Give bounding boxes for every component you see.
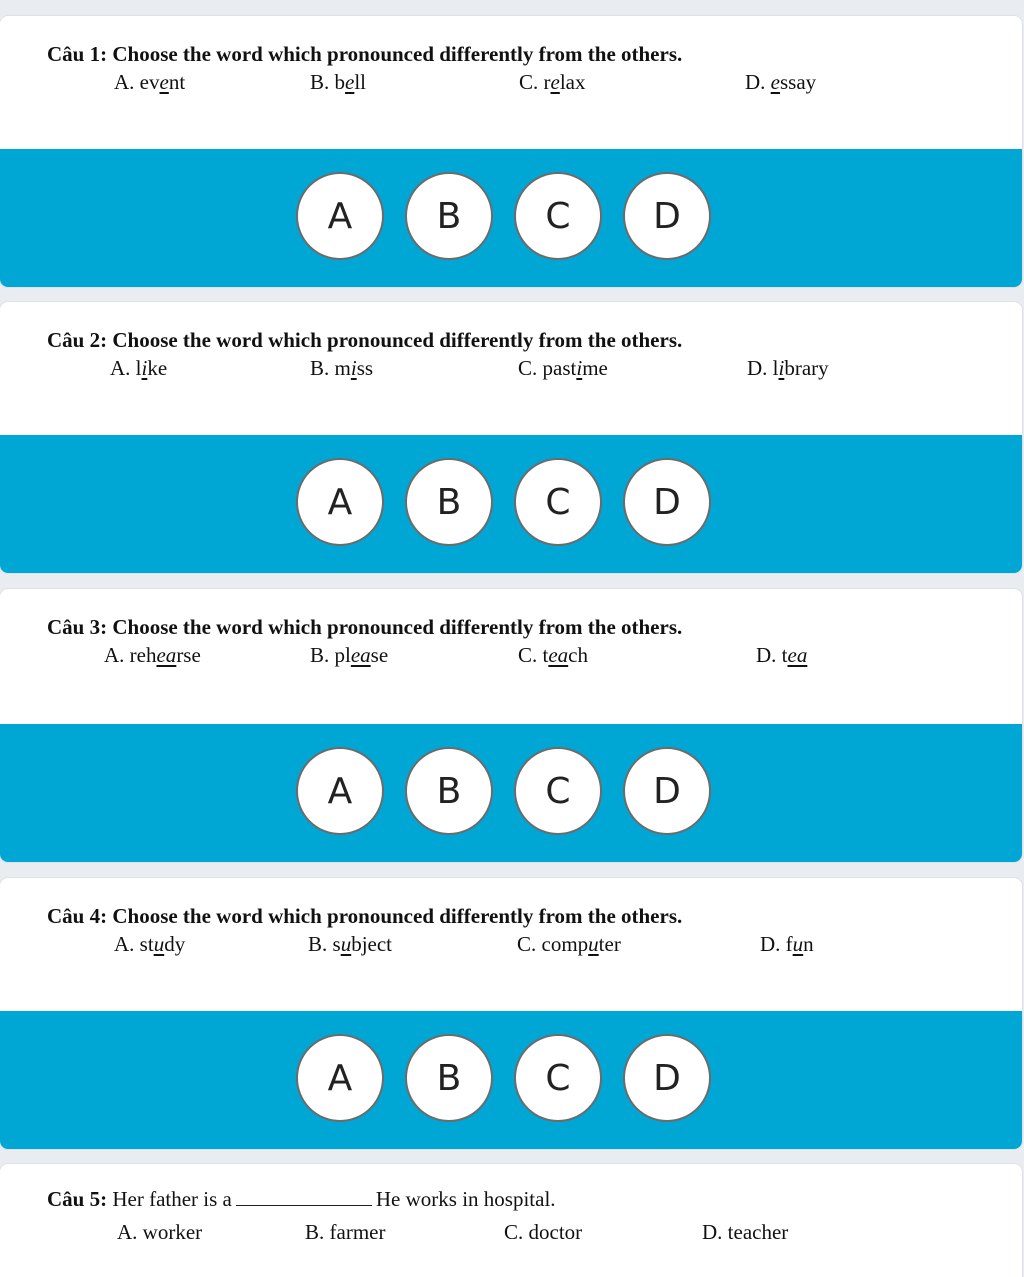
question-title bbox=[47, 42, 682, 67]
option-d: D. tea bbox=[756, 643, 808, 667]
choice-d-button[interactable]: D bbox=[623, 172, 711, 260]
answer-bar bbox=[0, 149, 1022, 287]
option-d: D. library bbox=[747, 356, 829, 380]
option-d: D. fun bbox=[760, 932, 814, 956]
answer-bar bbox=[0, 1011, 1022, 1149]
option-c: C. teach bbox=[518, 643, 588, 667]
option-b: B. miss bbox=[310, 356, 374, 380]
question-label: Câu 2: bbox=[47, 328, 108, 352]
option-a: A. rehearse bbox=[104, 643, 201, 667]
option-c: C. computer bbox=[517, 932, 621, 956]
option-b: B. subject bbox=[308, 932, 392, 956]
option-b: B. bell bbox=[310, 70, 367, 94]
question-text: Choose the word which pronounced differently from the others. bbox=[112, 615, 683, 639]
choice-a-button[interactable]: A bbox=[296, 172, 384, 260]
choice-b-button[interactable]: B bbox=[405, 747, 493, 835]
choice-c-button[interactable]: C bbox=[514, 458, 602, 546]
option-b: B. farmer bbox=[305, 1220, 386, 1244]
choice-c-button[interactable]: C bbox=[514, 747, 602, 835]
answer-blank bbox=[236, 1204, 372, 1206]
question-label: Câu 5: bbox=[47, 1187, 108, 1211]
choice-b-button[interactable]: B bbox=[405, 1034, 493, 1122]
option-d: D. teacher bbox=[702, 1220, 789, 1244]
question-title bbox=[47, 328, 682, 353]
answer-bar bbox=[0, 724, 1022, 862]
choice-b-button[interactable]: B bbox=[405, 172, 493, 260]
question-title bbox=[47, 904, 682, 929]
question-card-2 bbox=[0, 302, 1022, 573]
choice-d-button[interactable]: D bbox=[623, 1034, 711, 1122]
question-title bbox=[47, 615, 682, 640]
question-text: Choose the word which pronounced differently from the others. bbox=[112, 42, 683, 66]
question-card-1 bbox=[0, 16, 1022, 287]
question-text-before: Her father is a bbox=[112, 1187, 232, 1211]
choice-a-button[interactable]: A bbox=[296, 747, 384, 835]
question-label: Câu 3: bbox=[47, 615, 108, 639]
question-card-5 bbox=[0, 1164, 1022, 1277]
question-card-3 bbox=[0, 589, 1022, 862]
question-card-4 bbox=[0, 878, 1022, 1149]
choice-d-button[interactable]: D bbox=[623, 458, 711, 546]
option-a: A. like bbox=[110, 356, 168, 380]
option-a: A. event bbox=[114, 70, 186, 94]
question-title bbox=[47, 1187, 556, 1212]
question-text: Choose the word which pronounced differently from the others. bbox=[112, 904, 683, 928]
choice-c-button[interactable]: C bbox=[514, 1034, 602, 1122]
option-b: B. please bbox=[310, 643, 389, 667]
question-label: Câu 4: bbox=[47, 904, 108, 928]
question-label: Câu 1: bbox=[47, 42, 108, 66]
choice-c-button[interactable]: C bbox=[514, 172, 602, 260]
option-a: A. study bbox=[114, 932, 186, 956]
option-c: C. pastime bbox=[518, 356, 608, 380]
option-d: D. essay bbox=[745, 70, 817, 94]
option-c: C. relax bbox=[519, 70, 586, 94]
option-c: C. doctor bbox=[504, 1220, 583, 1244]
option-a: A. worker bbox=[117, 1220, 203, 1244]
choice-d-button[interactable]: D bbox=[623, 747, 711, 835]
choice-a-button[interactable]: A bbox=[296, 458, 384, 546]
choice-a-button[interactable]: A bbox=[296, 1034, 384, 1122]
answer-bar bbox=[0, 435, 1022, 573]
choice-b-button[interactable]: B bbox=[405, 458, 493, 546]
question-text-after: He works in hospital. bbox=[375, 1187, 556, 1211]
question-text: Choose the word which pronounced differently from the others. bbox=[112, 328, 683, 352]
